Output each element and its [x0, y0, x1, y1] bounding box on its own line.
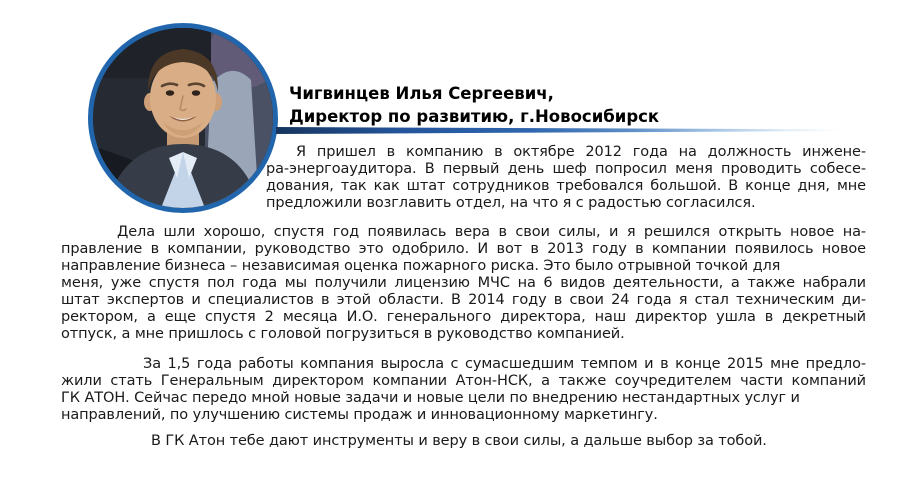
- profile-photo: [88, 23, 278, 213]
- person-name: Чигвинцев Илья Сергеевич,: [289, 84, 554, 103]
- text-line: правление в компании, руководство это одобрило. И вот в 2013 году в компании появилось новое: [61, 241, 866, 257]
- text-line: штат экспертов и специалистов в этой области. В 2014 году в свои 24 года я стал техническим ди-: [61, 292, 866, 308]
- text-line: дования, так как штат сотрудников требовался большой. В конце дня, мне: [266, 178, 866, 194]
- text-line: ра-энергоаудитора. В первый день шеф попросил меня проводить собесе-: [266, 161, 866, 177]
- text-line: Я пришел в компанию в октябре 2012 года на должность инжене-: [296, 144, 866, 160]
- person-portrait-illustration: [93, 28, 273, 208]
- person-heading: [289, 82, 659, 128]
- person-role: Директор по развитию, г.Новосибирск: [289, 107, 660, 126]
- text-line: направлений, по улучшению системы продаж и инновационному маркетингу.: [61, 407, 658, 423]
- testimonial-paragraph-3: [61, 356, 866, 424]
- text-line: В ГК Атон тебе дают инструменты и веру в свои силы, а дальше выбор за тобой.: [151, 433, 767, 449]
- text-line: отпуск, а мне пришлось с головой погрузиться в руководство компанией.: [61, 326, 625, 342]
- text-line: направление бизнеса – независимая оценка пожарного риска. Это было отрывной точкой для: [61, 258, 781, 274]
- text-line: За 1,5 года работы компания выросла с сумасшедшим темпом и в конце 2015 мне предло-: [143, 356, 866, 372]
- testimonial-paragraph-2: [61, 224, 866, 343]
- text-line: предложили возглавить отдел, на что я с радостью согласился.: [266, 195, 756, 211]
- text-line: ГК АТОН. Сейчас передо мной новые задачи и новые цели по внедрению нестандартных услуг и: [61, 390, 800, 406]
- text-line: Дела шли хорошо, спустя год появилась вера в свои силы, и я решился открыть новое на-: [117, 224, 866, 240]
- divider-swoosh: [276, 127, 842, 134]
- testimonial-paragraph-1: [266, 144, 866, 212]
- text-line: ректором, а еще спустя 2 месяца И.О. генерального директора, наш директор ушла в декретный: [61, 309, 866, 325]
- testimonial-paragraph-4: [61, 433, 866, 450]
- text-line: жили стать Генеральным директором компании Атон-НСК, а также соучредителем части компаний: [61, 373, 866, 389]
- text-line: меня, уже спустя пол года мы получили лицензию МЧС на 6 видов деятельности, а также набрали: [61, 275, 866, 291]
